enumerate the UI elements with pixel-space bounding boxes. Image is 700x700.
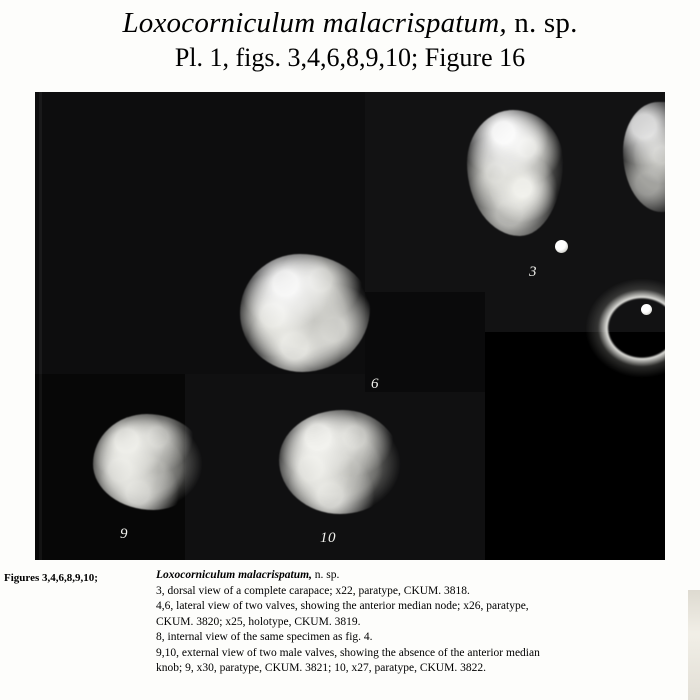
species-rank: n. sp. <box>506 7 578 39</box>
plate-heading <box>0 0 700 74</box>
plate-figure-reference: Pl. 1, figs. 3,4,6,8,9,10; Figure 16 <box>174 43 526 72</box>
caption-line-5: 9,10, external view of two male valves, showing the absence of the anterior median <box>156 646 540 659</box>
caption-line-6: knob; 9, x30, paratype, CKUM. 3821; 10, x27, paratype, CKUM. 3822. <box>156 662 486 674</box>
figure-label-6: 6 <box>371 376 379 392</box>
figure-label-10: 10 <box>320 530 336 546</box>
caption-species-name: Loxocorniculum malacrispatum, <box>156 569 312 581</box>
plate-image <box>35 92 665 560</box>
plate-scan-artifact <box>39 92 42 560</box>
figure-label-3: 3 <box>529 264 537 280</box>
specimen-fig-3-highlight <box>555 240 568 253</box>
caption-body <box>156 568 676 677</box>
species-name: Loxocorniculum malacrispatum, <box>122 7 507 39</box>
figure-label-9: 9 <box>120 526 128 542</box>
page-edge-artifact <box>688 590 700 700</box>
caption-line-4: 8, internal view of the same specimen as fig. 4. <box>156 631 373 643</box>
plate-panel-center <box>365 292 485 392</box>
caption-figure-list: Figures 3,4,6,8,9,10; <box>4 572 98 584</box>
caption-species-line <box>156 568 676 584</box>
caption-line-2: 4,6, lateral view of two valves, showing the anterior median node; x26, paratype, <box>156 600 529 612</box>
specimen-fig-10 <box>279 410 401 514</box>
caption-line-3: CKUM. 3820; x25, holotype, CKUM. 3819. <box>156 615 361 628</box>
caption-species-rank: n. sp. <box>311 569 340 581</box>
caption-line-1: 3, dorsal view of a complete carapace; x22, paratype, CKUM. 3818. <box>156 584 470 597</box>
specimen-fig-4-highlight <box>641 304 652 315</box>
plate-title-species-line <box>0 6 700 40</box>
specimen-fig-9 <box>93 414 205 510</box>
